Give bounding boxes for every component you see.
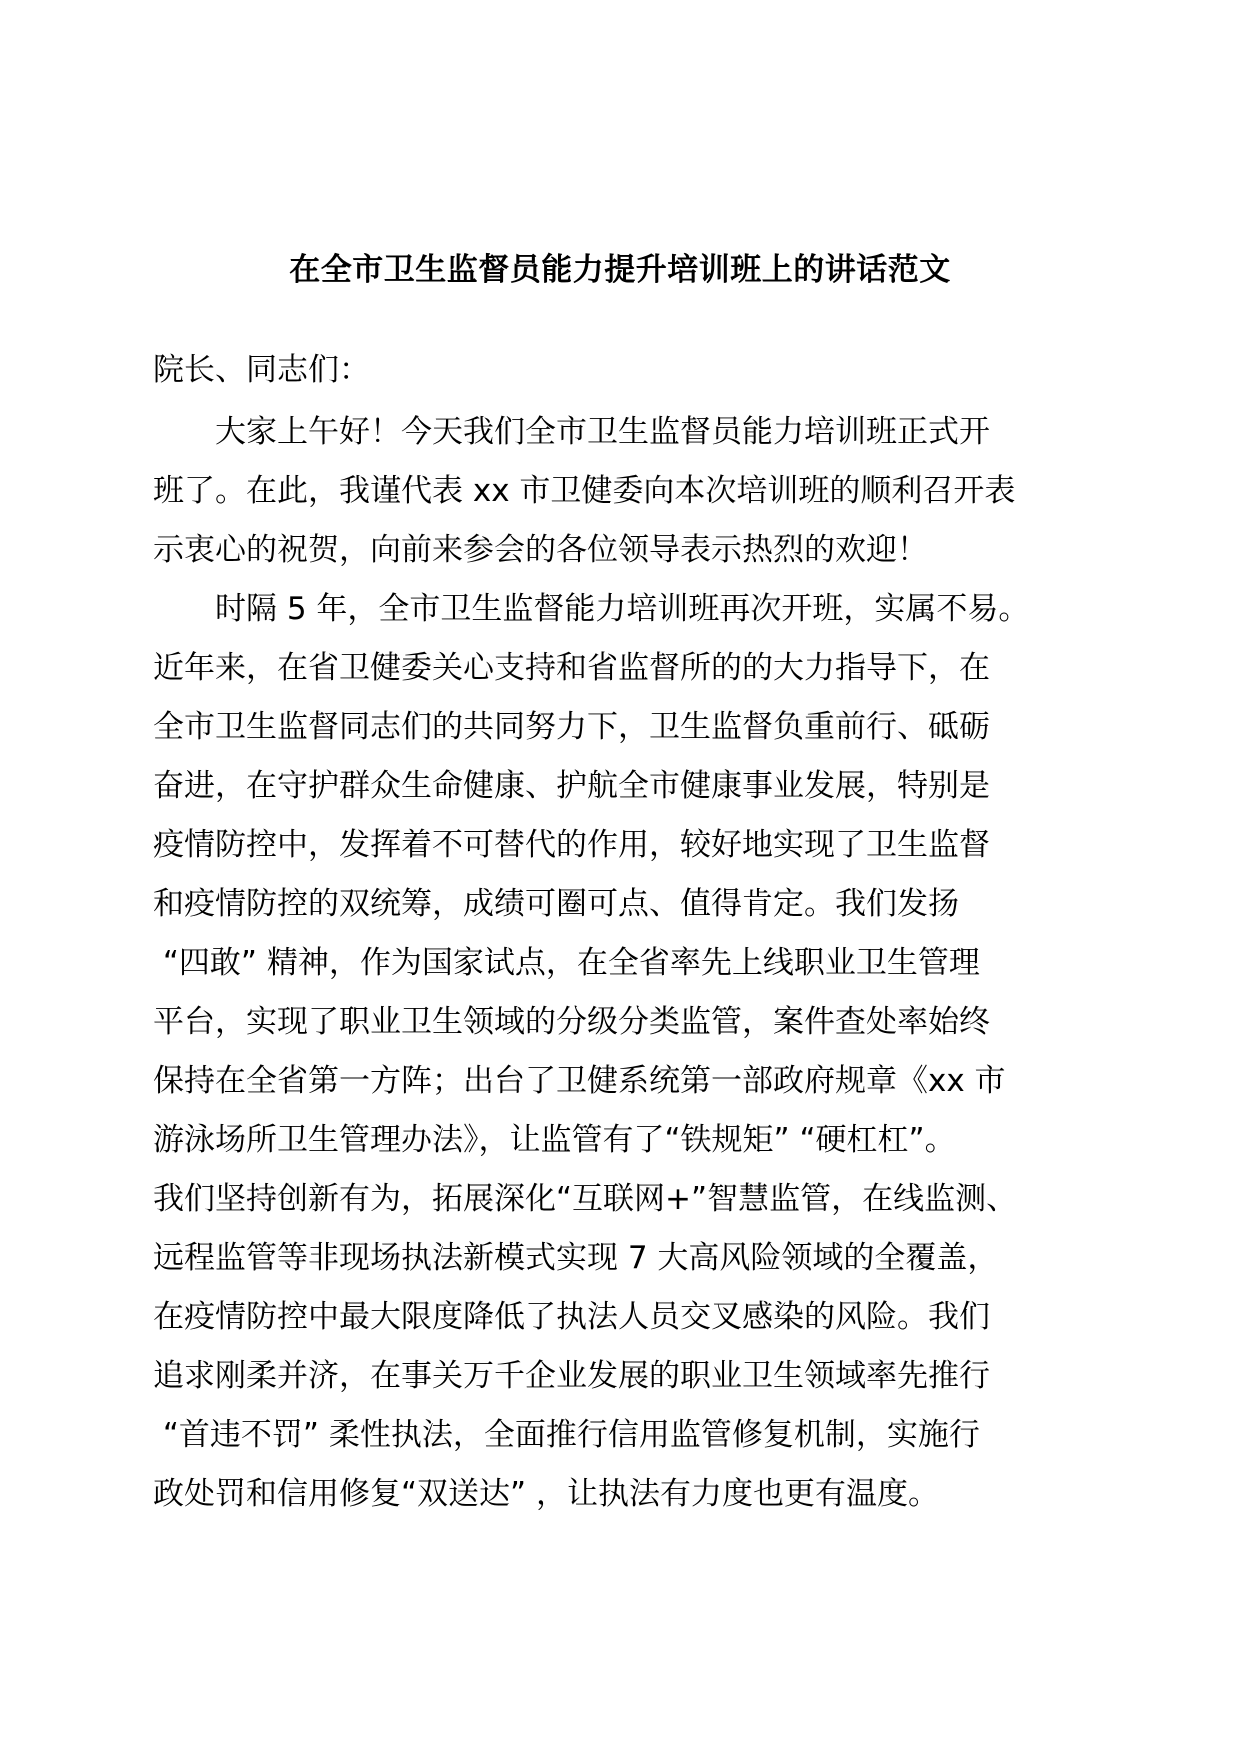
body-line: 平台，实现了职业卫生领域的分级分类监管，案件查处率始终 bbox=[153, 1004, 990, 1040]
body-line: “四敢” 精神，作为国家试点，在全省率先上线职业卫生管理 bbox=[153, 945, 980, 981]
body-line: 班了。在此，我谨代表 xx 市卫健委向本次培训班的顺利召开表 bbox=[153, 473, 1016, 509]
body-line: 和疫情防控的双统筹，成绩可圈可点、值得肯定。我们发扬 bbox=[153, 886, 959, 922]
body-line: 时隔 5 年，全市卫生监督能力培训班再次开班，实属不易。 bbox=[153, 591, 1030, 627]
body-line: 示衷心的祝贺，向前来参会的各位领导表示热烈的欢迎！ bbox=[153, 532, 928, 568]
document-title: 在全市卫生监督员能力提升培训班上的讲话范文 bbox=[289, 252, 951, 288]
body-line: 远程监管等非现场执法新模式实现 7 大高风险领域的全覆盖， bbox=[153, 1240, 999, 1276]
body-line: 大家上午好！今天我们全市卫生监督员能力培训班正式开 bbox=[153, 414, 990, 450]
salutation: 院长、同志们： bbox=[153, 352, 370, 388]
body-line: 追求刚柔并济，在事关万千企业发展的职业卫生领域率先推行 bbox=[153, 1358, 990, 1394]
body-line: 疫情防控中，发挥着不可替代的作用，较好地实现了卫生监督 bbox=[153, 827, 990, 863]
body-line: 游泳场所卫生管理办法》，让监管有了“铁规矩” “硬杠杠”。 bbox=[153, 1122, 956, 1158]
body-line: “首违不罚” 柔性执法，全面推行信用监管修复机制，实施行 bbox=[153, 1417, 980, 1453]
body-line: 我们坚持创新有为，拓展深化“互联网+”智慧监管，在线监测、 bbox=[153, 1181, 1018, 1217]
body-line: 全市卫生监督同志们的共同努力下，卫生监督负重前行、砥砺 bbox=[153, 709, 990, 745]
body-line: 政处罚和信用修复“双送达” ，让执法有力度也更有温度。 bbox=[153, 1476, 939, 1512]
body-line: 近年来，在省卫健委关心支持和省监督所的的大力指导下，在 bbox=[153, 650, 990, 686]
body-line: 在疫情防控中最大限度降低了执法人员交叉感染的风险。我们 bbox=[153, 1299, 990, 1335]
body-line: 奋进，在守护群众生命健康、护航全市健康事业发展，特别是 bbox=[153, 768, 990, 804]
body-line: 保持在全省第一方阵；出台了卫健系统第一部政府规章《xx 市 bbox=[153, 1063, 1006, 1099]
